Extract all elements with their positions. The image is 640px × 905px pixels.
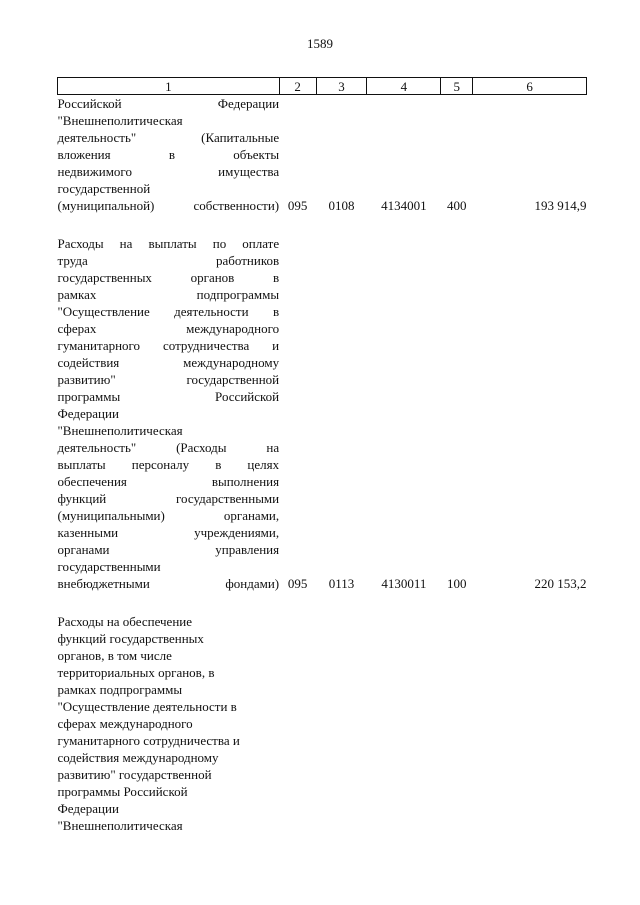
description-line: развитию" государственной	[57, 767, 212, 782]
description-line: казенными учреждениями,	[57, 525, 280, 540]
row-spacer	[58, 592, 587, 613]
description-line: труда работников	[57, 253, 280, 268]
description-line: Федерации	[57, 801, 119, 816]
description-line: (муниципальными) органами,	[57, 508, 280, 523]
description-line: "Внешнеполитическая	[57, 818, 183, 833]
table-row	[58, 613, 587, 834]
column-header: 5	[441, 78, 473, 95]
description-line: программы Российской	[57, 389, 280, 404]
description-line: обеспечения выполнения	[57, 474, 280, 489]
section-code: 0108	[328, 198, 355, 213]
description-line: выплаты персоналу в целях	[57, 457, 280, 472]
description-line: Российской Федерации	[57, 96, 280, 111]
description-line: "Осуществление деятельности в	[57, 699, 237, 714]
description-line: Расходы на обеспечение	[57, 614, 193, 629]
expense-type-code	[441, 613, 473, 834]
description-line: государственными	[57, 559, 161, 574]
column-header: 1	[58, 78, 280, 95]
row-spacer	[58, 214, 587, 235]
budget-table	[57, 77, 587, 834]
description-line: программы Российской	[57, 784, 188, 799]
description-line: рамках подпрограммы	[57, 287, 280, 302]
description-line: гуманитарного сотрудничества и	[57, 338, 280, 353]
target-code: 4130011	[381, 576, 427, 591]
description-line: внебюджетными фондами)	[57, 576, 280, 591]
column-header: 6	[473, 78, 587, 95]
target-code	[367, 613, 441, 834]
description-line: "Внешнеполитическая	[57, 113, 183, 128]
page-number: 1589	[307, 36, 333, 51]
description-line: вложения в объекты	[57, 147, 280, 162]
description-line: содействия международному	[57, 355, 280, 370]
description-line: развитию" государственной	[57, 372, 280, 387]
description-line: Расходы на выплаты по оплате	[57, 236, 280, 251]
description-line: сферах международного	[57, 321, 280, 336]
description-line: органов, в том числе	[57, 648, 172, 663]
description-line: деятельность" (Капитальные	[57, 130, 280, 145]
ministry-code: 095	[287, 576, 308, 591]
description-line: деятельность" (Расходы на	[57, 440, 280, 455]
description-line: недвижимого имущества	[57, 164, 280, 179]
expense-type-code: 400	[447, 198, 467, 213]
description-line: "Осуществление деятельности в	[57, 304, 280, 319]
table-row	[58, 95, 587, 215]
description-line: содействия международному	[57, 750, 219, 765]
description-line: "Внешнеполитическая	[57, 423, 183, 438]
target-code: 4134001	[381, 198, 427, 213]
description-line: территориальных органов, в	[57, 665, 215, 680]
amount-value: 220 153,2	[534, 576, 587, 591]
row-description	[58, 235, 280, 592]
table-row	[58, 235, 587, 592]
description-line: Федерации	[57, 406, 119, 421]
amount-value	[473, 613, 587, 834]
description-line: гуманитарного сотрудничества и	[57, 733, 240, 748]
section-code: 0113	[328, 576, 355, 591]
description-line: (муниципальной) собственности)	[57, 198, 280, 213]
row-description	[58, 613, 280, 834]
column-header: 4	[367, 78, 441, 95]
amount-value: 193 914,9	[534, 198, 587, 213]
row-description	[58, 95, 280, 215]
column-header: 2	[279, 78, 316, 95]
description-line: функций государственными	[57, 491, 280, 506]
section-code	[316, 613, 367, 834]
description-line: рамках подпрограммы	[57, 682, 183, 697]
table-header-row	[58, 78, 587, 95]
column-header: 3	[316, 78, 367, 95]
description-line: государственной	[57, 181, 151, 196]
ministry-code: 095	[287, 198, 308, 213]
description-line: государственных органов в	[57, 270, 280, 285]
expense-type-code: 100	[447, 576, 467, 591]
description-line: органами управления	[57, 542, 280, 557]
description-line: функций государственных	[57, 631, 204, 646]
ministry-code	[279, 613, 316, 834]
description-line: сферах международного	[57, 716, 193, 731]
